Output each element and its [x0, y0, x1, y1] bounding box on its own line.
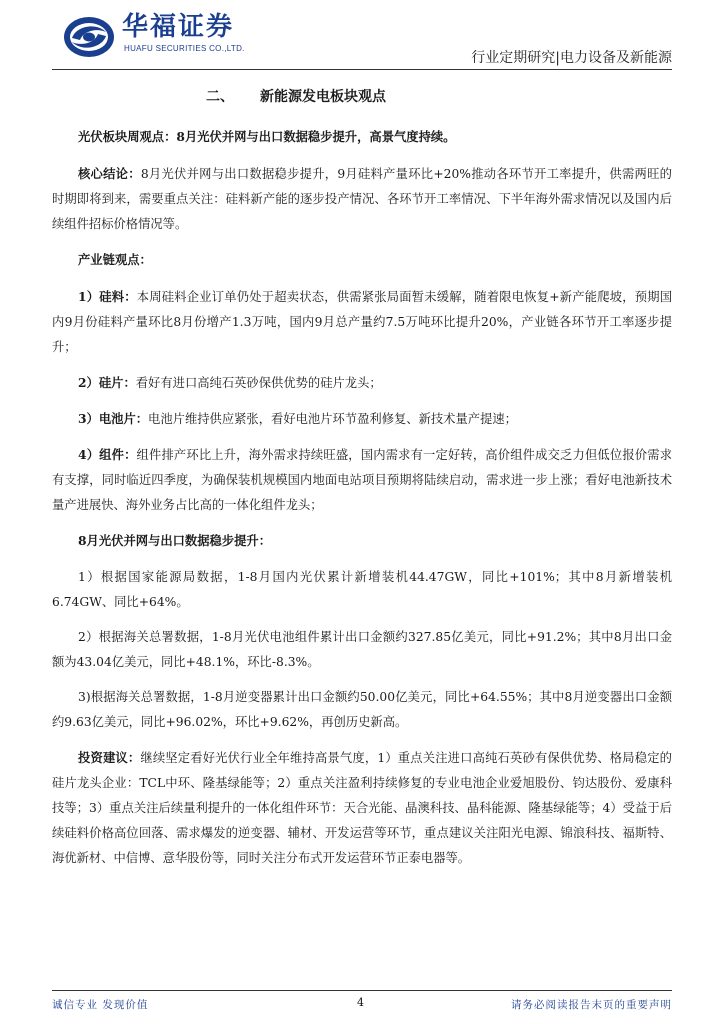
chain-item-text: 看好有进口高纯石英砂保供优势的硅片龙头； [135, 376, 382, 390]
company-name-cn: 华福证券 [122, 12, 235, 42]
page-header [0, 0, 724, 76]
section-title: 新能源发电板块观点 [260, 89, 386, 105]
company-name-en: HUAFU SECURITIES CO.,LTD. [124, 44, 245, 53]
core-conclusion-text: 8月光伏并网与出口数据稳步提升，9月硅料产量环比+20%推动各环节开工率提升，供需两旺的时期即将到来，需要重点关注：硅料新产能的逐步投产情况、各环节开工率情况、下半年海外需求情况以及国内后续组件招标价格情况等。 [52, 167, 672, 231]
footer-slogan: 诚信专业 发现价值 [52, 999, 149, 1011]
chain-item-label: 1）硅料： [78, 289, 137, 304]
chain-item-label: 2）硅片： [78, 375, 136, 390]
report-body [52, 84, 672, 881]
section-number: 二、 [206, 89, 234, 105]
data-item-inverter-exports: 3)根据海关总署数据，1-8月逆变器累计出口金额约50.00亿美元，同比+64.55%；其中8月逆变器出口金额约9.63亿美元，同比+96.02%，环比+9.62%，再创历史新高。 [52, 690, 672, 729]
chain-item-wafer [52, 370, 672, 396]
weekly-view-label: 光伏板块周观点： [78, 129, 177, 144]
chain-item-text: 组件排产环比上升，海外需求持续旺盛，国内需求有一定好转，高价组件成交乏力但低位报价需求有支撑，同时临近四季度，为确保装机规模国内地面电站项目预期将陆续启动，需求进一步上涨；看好电池新技术量产进展快、海外业务占比高的一体化组件龙头； [52, 448, 672, 512]
investment-label: 投资建议： [78, 750, 141, 765]
industry-chain-heading: 产业链观点： [78, 252, 152, 267]
investment-paragraph [52, 745, 672, 871]
chain-item-label: 3）电池片： [78, 411, 149, 426]
huafu-logo-icon [62, 14, 116, 60]
footer-disclaimer: 请务必阅读报告末页的重要声明 [511, 999, 672, 1011]
chain-item-cell [52, 406, 672, 432]
chain-item-label: 4）组件： [78, 447, 137, 462]
chain-item-polysilicon [52, 284, 672, 360]
data-item-module-exports: 2）根据海关总署数据，1-8月光伏电池组件累计出口金额约327.85亿美元，同比+91.2%；其中8月出口金额为43.04亿美元，同比+48.1%，环比-8.3%。 [52, 630, 672, 669]
page-number: 4 [357, 996, 364, 1009]
chain-item-text: 本周硅料企业订单仍处于超卖状态，供需紧张局面暂未缓解，随着限电恢复+新产能爬坡，预期国内9月份硅料产量环比8月份增产1.3万吨，国内9月总产量约7.5万吨环比提升20%，产业链各环节开工率逐步提升； [52, 290, 673, 354]
weekly-view-text: 8月光伏并网与出口数据稳步提升，高景气度持续。 [176, 129, 456, 144]
chain-item-text: 电池片维持供应紧张，看好电池片环节盈利修复、新技术量产提速； [148, 412, 517, 426]
data-section-heading: 8月光伏并网与出口数据稳步提升： [78, 533, 272, 548]
section-heading [52, 84, 672, 110]
core-conclusion-paragraph [52, 161, 672, 237]
report-category: 行业定期研究|电力设备及新能源 [471, 50, 672, 66]
investment-text: 继续坚定看好光伏行业全年维持高景气度，1）重点关注进口高纯石英砂有保供优势、格局稳定的硅片龙头企业：TCL中环、隆基绿能等；2）重点关注盈利持续修复的专业电池企业爱旭股份、钧达股份、爱康科技等；3）重点关注后续量利提升的一体化组件环节：天合光能、晶澳科技、晶科能源、隆基绿能等；4）受益于后续硅料价格高位回落、需求爆发的逆变器、辅材、开发运营等环节，重点建议关注阳光电源、锦浪科技、福斯特、海优新材、中信博、意华股份等，同时关注分布式开发运营环节正泰电器等。 [52, 751, 672, 865]
data-item-installations: 1）根据国家能源局数据，1-8月国内光伏累计新增装机44.47GW，同比+101%；其中8月新增装机6.74GW、同比+64%。 [52, 570, 672, 609]
footer-divider [52, 990, 672, 991]
core-conclusion-label: 核心结论： [78, 166, 141, 181]
header-divider [52, 69, 672, 70]
weekly-view-paragraph [52, 124, 672, 149]
chain-item-module [52, 442, 672, 518]
